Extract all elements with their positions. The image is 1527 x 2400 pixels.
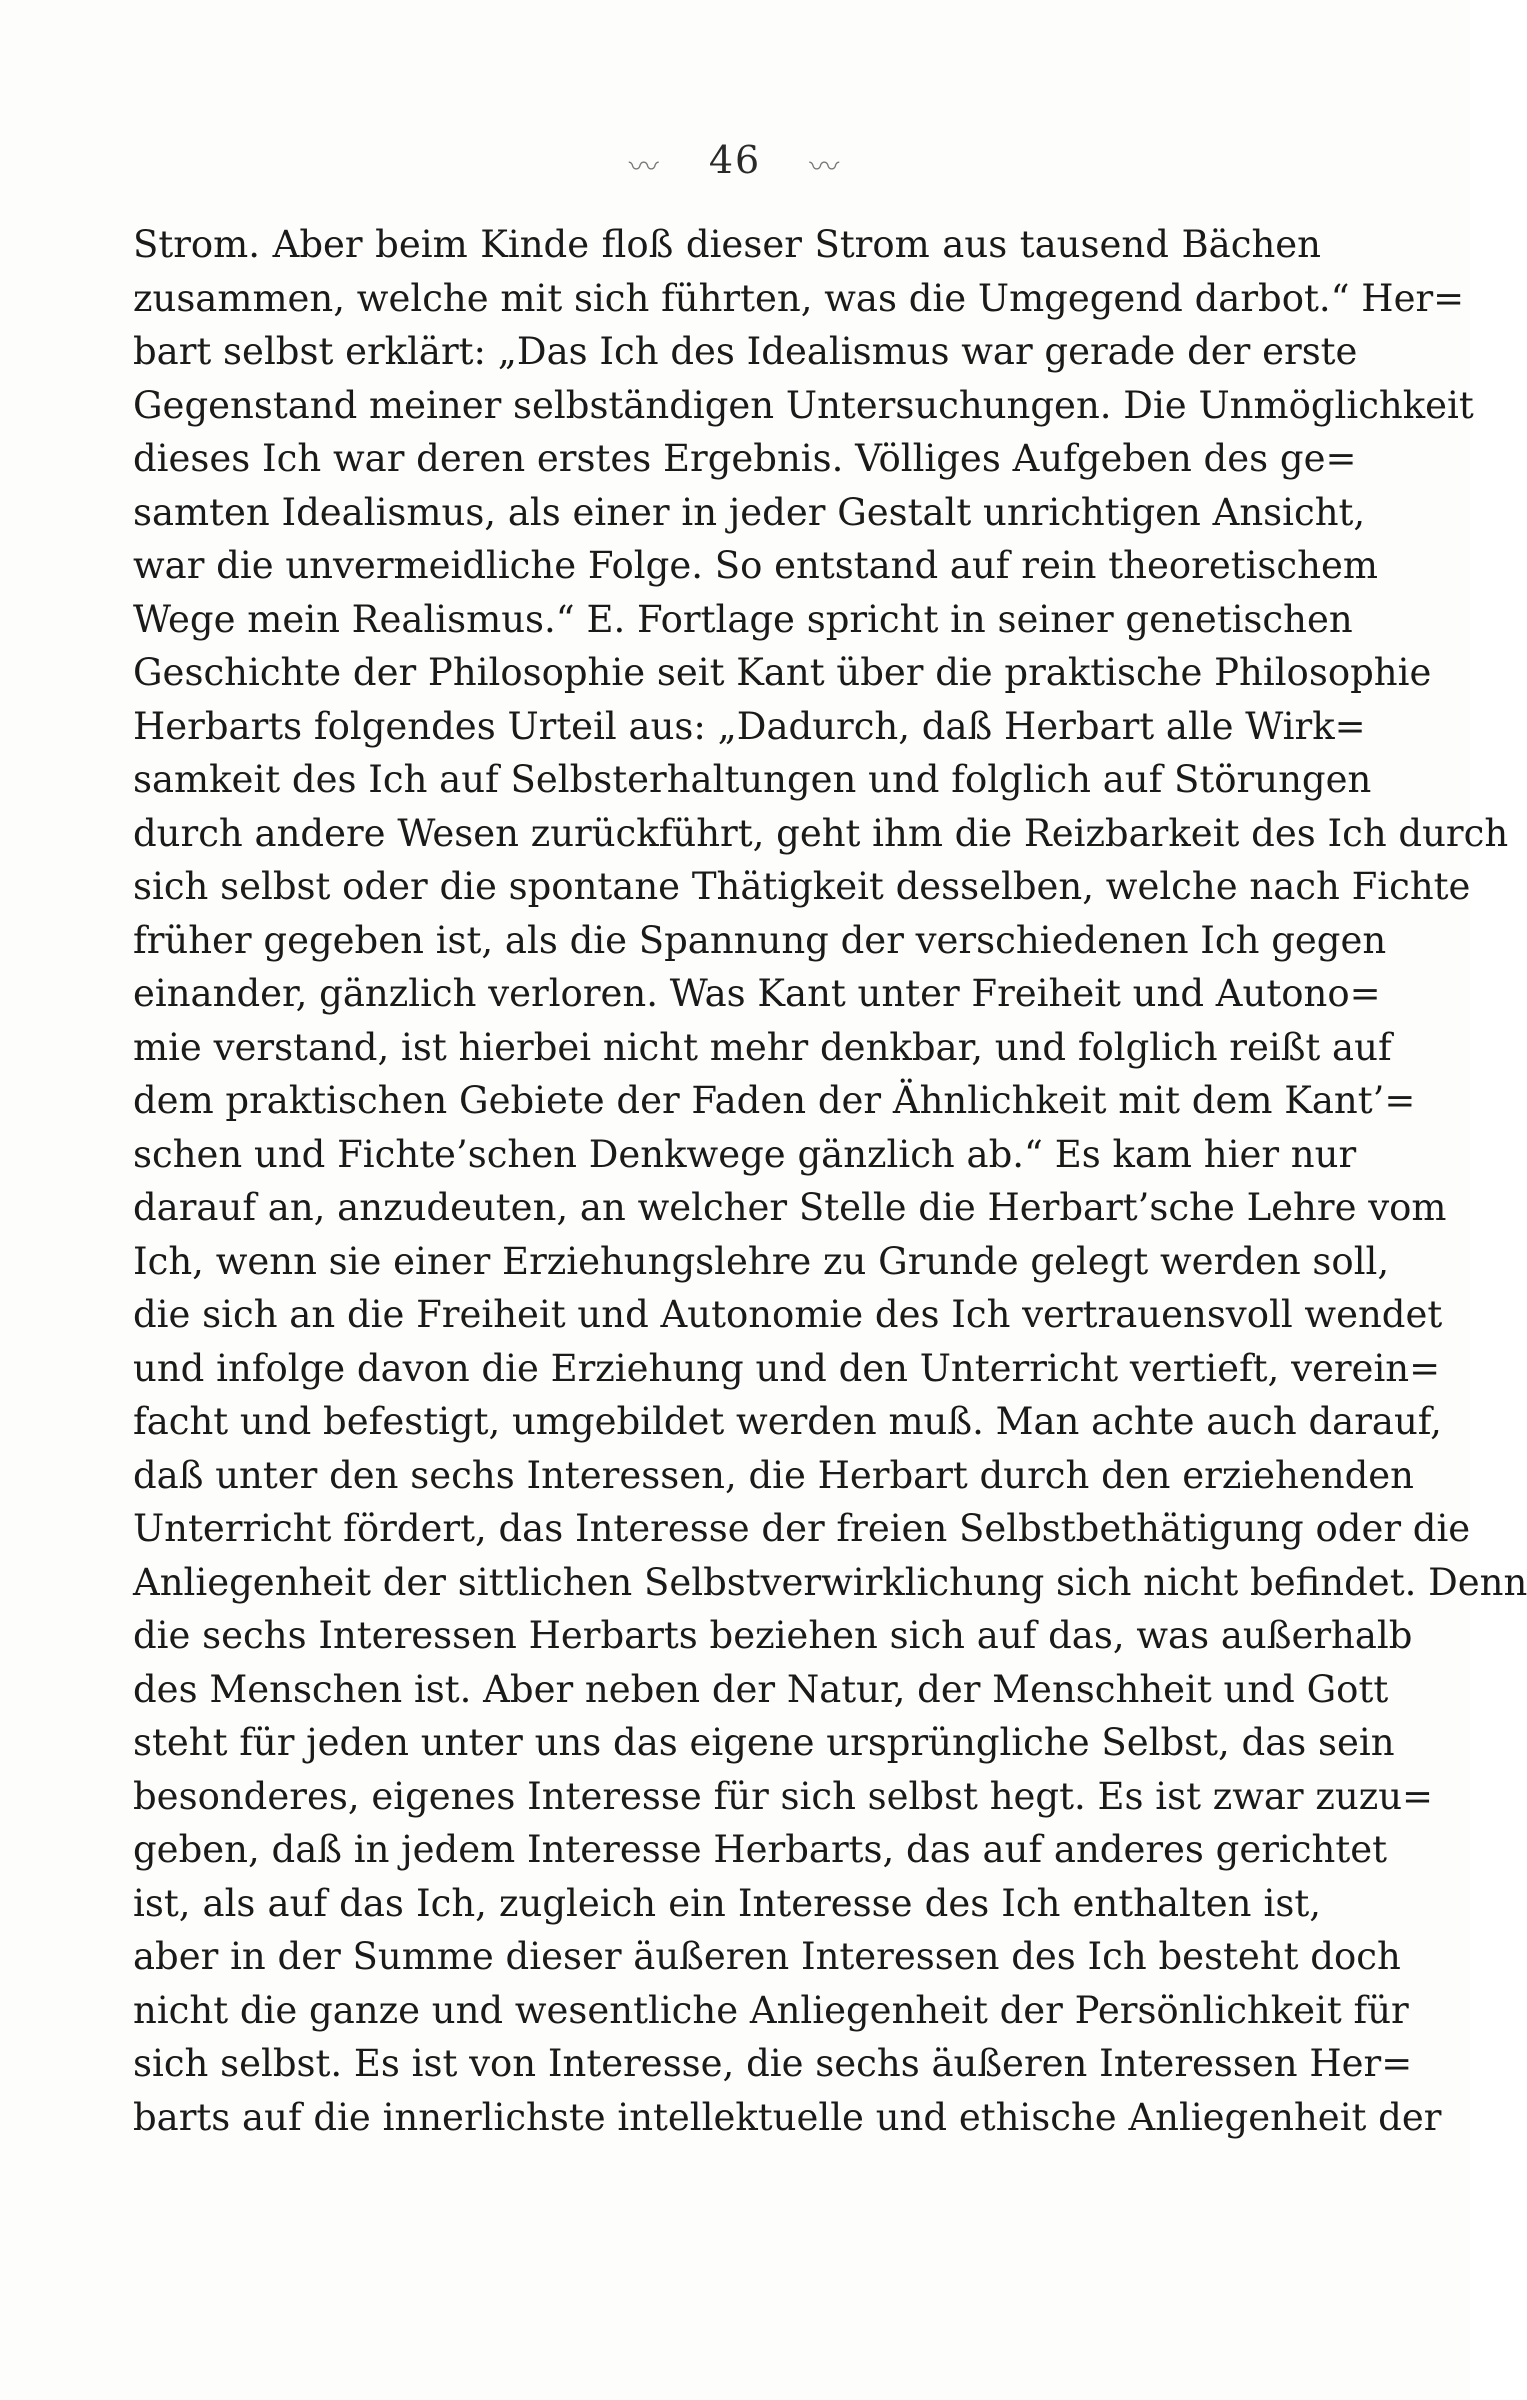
- page-header: [0, 138, 1470, 186]
- text-line: nicht die ganze und wesentliche Anliegenheit der Persönlichkeit für: [133, 1988, 1409, 2032]
- text-line: des Menschen ist. Aber neben der Natur, der Menschheit und Gott: [133, 1667, 1389, 1711]
- body-text: [133, 218, 1527, 2144]
- text-line: facht und befestigt, umgebildet werden muß. Man achte auch darauf,: [133, 1400, 1442, 1443]
- text-line: schen und Fichte’schen Denkwege gänzlich ab.“ Es kam hier nur: [133, 1132, 1357, 1176]
- text-line: samten Idealismus, als einer in jeder Gestalt unrichtigen Ansicht,: [133, 490, 1366, 534]
- text-line: dieses Ich war deren erstes Ergebnis. Völliges Aufgeben des ge=: [133, 437, 1357, 480]
- text-line: Geschichte der Philosophie seit Kant über die praktische Philosophie: [133, 651, 1432, 694]
- text-line: zusammen, welche mit sich führten, was die Umgegend darbot.“ Her=: [133, 276, 1465, 320]
- text-line: daß unter den sechs Interessen, die Herbart durch den erziehenden: [133, 1453, 1415, 1497]
- text-line: aber in der Summe dieser äußeren Interessen des Ich besteht doch: [133, 1935, 1401, 1978]
- text-line: barts auf die innerlichste intellektuelle und ethische Anliegenheit der: [133, 2095, 1442, 2139]
- text-line: einander, gänzlich verloren. Was Kant unter Freiheit und Autono=: [133, 972, 1381, 1015]
- text-line: Ich, wenn sie einer Erziehungslehre zu Grunde gelegt werden soll,: [133, 1239, 1390, 1283]
- text-line: die sechs Interessen Herbarts beziehen sich auf das, was außerhalb: [133, 1614, 1413, 1657]
- text-line: Gegenstand meiner selbständigen Untersuchungen. Die Unmöglichkeit: [133, 383, 1474, 427]
- text-line: samkeit des Ich auf Selbsterhaltungen und folglich auf Störungen: [133, 758, 1372, 801]
- text-line: darauf an, anzudeuten, an welcher Stelle die Herbart’sche Lehre vom: [133, 1186, 1447, 1229]
- text-line: Wege mein Realismus.“ E. Fortlage spricht in seiner genetischen: [133, 597, 1353, 641]
- text-line: war die unvermeidliche Folge. So entstand auf rein theoretischem: [133, 544, 1378, 587]
- text-line: mie verstand, ist hierbei nicht mehr denkbar, und folglich reißt auf: [133, 1025, 1392, 1069]
- text-line: bart selbst erklärt: „Das Ich des Idealismus war gerade der erste: [133, 330, 1358, 373]
- text-line: geben, daß in jedem Interesse Herbarts, das auf anderes gerichtet: [133, 1828, 1387, 1871]
- text-line: Anliegenheit der sittlichen Selbstverwirklichung sich nicht befindet. Denn: [133, 1560, 1527, 1604]
- text-line: dem praktischen Gebiete der Faden der Ähnlichkeit mit dem Kant’=: [133, 1079, 1416, 1122]
- right-ornament-icon: 〰: [809, 149, 842, 185]
- text-line: die sich an die Freiheit und Autonomie des Ich vertrauensvoll wendet: [133, 1293, 1443, 1336]
- text-line: und infolge davon die Erziehung und den Unterricht vertieft, verein=: [133, 1346, 1441, 1390]
- page-number: 46: [708, 138, 762, 182]
- text-line: früher gegeben ist, als die Spannung der verschiedenen Ich gegen: [133, 918, 1387, 962]
- text-line: Herbarts folgendes Urteil aus: „Dadurch, daß Herbart alle Wirk=: [133, 704, 1366, 748]
- text-line: sich selbst. Es ist von Interesse, die sechs äußeren Interessen Her=: [133, 2042, 1413, 2085]
- left-ornament-icon: 〰: [628, 149, 661, 185]
- text-line: sich selbst oder die spontane Thätigkeit desselben, welche nach Fichte: [133, 865, 1471, 908]
- text-line: steht für jeden unter uns das eigene ursprüngliche Selbst, das sein: [133, 1721, 1395, 1764]
- text-line: ist, als auf das Ich, zugleich ein Interesse des Ich enthalten ist,: [133, 1881, 1321, 1925]
- text-line: durch andere Wesen zurückführt, geht ihm die Reizbarkeit des Ich durch: [133, 811, 1509, 855]
- text-line: Unterricht fördert, das Interesse der freien Selbstbethätigung oder die: [133, 1507, 1471, 1550]
- text-line: Strom. Aber beim Kinde floß dieser Strom aus tausend Bächen: [133, 223, 1321, 266]
- text-line: besonderes, eigenes Interesse für sich selbst hegt. Es ist zwar zuzu=: [133, 1774, 1434, 1818]
